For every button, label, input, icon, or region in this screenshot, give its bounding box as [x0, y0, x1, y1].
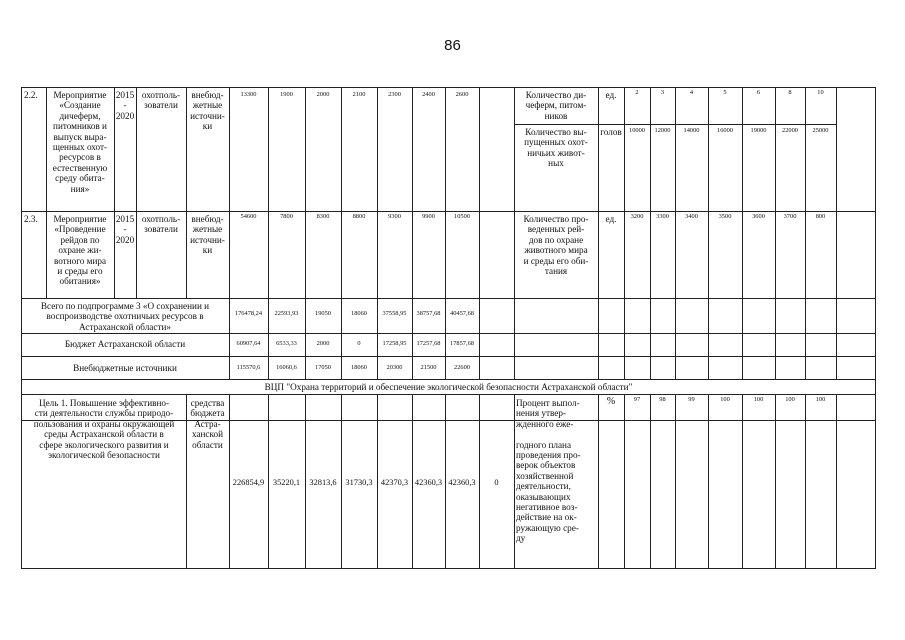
offbudget-value: 18060 — [351, 364, 367, 371]
goal-value: 42360,3 — [448, 478, 476, 487]
row-2-3-value: 8800 — [352, 213, 366, 220]
total-value: 37558,95 — [382, 310, 407, 317]
table-right-border — [875, 88, 876, 569]
col-rule-goal-ind-1 — [650, 394, 651, 568]
row-2-2-value: 13300 — [240, 91, 257, 98]
col-rule-source — [229, 87, 230, 379]
col-rule-n5 — [412, 88, 413, 380]
row-2-2-indicator-1-value: 2 — [635, 89, 639, 96]
row-2-2-indicator-2-name: Количество вы- пущенных охот- ничьих живот- ных — [524, 127, 588, 169]
offbudget-value: 20300 — [386, 364, 403, 371]
budget-value: 6533,33 — [276, 340, 297, 347]
col-rule-goal-ind-5 — [775, 394, 776, 568]
col-rule-goal-ind-3 — [708, 394, 709, 568]
goal-value: 35220,1 — [272, 478, 301, 487]
total-value: 18060 — [351, 310, 367, 317]
row-2-3-indicator-value: 800 — [815, 213, 826, 220]
row-2-3-indicator-value: 3300 — [656, 213, 669, 220]
row-2-2-indicator-1-name: Количество ди- чеферм, питом- ников — [525, 90, 587, 121]
row-2-3-indicator-value: 3200 — [630, 213, 644, 220]
col-rule-goal-ind-7 — [836, 394, 837, 568]
budget-value: 60907,64 — [236, 340, 261, 347]
row-2-2-source: внебюд- жетные источни- ки — [190, 90, 225, 132]
col-rule-period — [136, 88, 137, 299]
goal-indicator-value: 100 — [785, 396, 795, 403]
total-value: 38757,68 — [416, 310, 441, 317]
budget-value: 0 — [357, 340, 361, 347]
budget-value: 17857,68 — [450, 340, 474, 347]
col-rule-goal-n8 — [514, 394, 515, 568]
row-2-2-indicator-2-value: 19000 — [750, 127, 767, 134]
budget-value: 17257,68 — [416, 340, 441, 347]
row-2-2-indicator-2-unit: голов — [600, 127, 622, 137]
page-number: 86 — [444, 37, 461, 54]
col-rule-n7 — [479, 88, 480, 380]
goal-text: Цель 1. Повышение эффективно- сти деятельности службы природо- пользования и охраны окружающей среды Астраханской области в сфере экологического развития и экологической безопасности — [33, 398, 175, 461]
col-rule-goal-ind-2 — [675, 394, 676, 568]
row-2-2-indicator-2-value: 12000 — [654, 127, 671, 134]
goal-value: 226854,9 — [232, 478, 265, 487]
row-2-3-value: 8300 — [316, 213, 330, 220]
row-2-2-indicator-2-value: 14000 — [683, 127, 700, 134]
row-2-2-indicator-1-unit: ед. — [605, 90, 617, 100]
total-value: 22593,93 — [274, 310, 299, 317]
row-2-3-source: внебюд- жетные источни- ки — [190, 214, 225, 256]
goal-executor: средства бюджета Астра- ханской области — [190, 398, 225, 450]
col-rule-n1 — [268, 88, 269, 380]
row-2-3-indicator-value: 3700 — [783, 213, 797, 220]
row-divider-offbudget — [21, 356, 876, 357]
row-2-2-value: 1900 — [280, 91, 293, 98]
total-value: 176478,24 — [234, 310, 263, 317]
goal-indicator-value: 100 — [815, 396, 826, 403]
row-2-2-indicator-2-value: 10000 — [629, 127, 645, 134]
row-2-2-value: 2100 — [352, 91, 366, 98]
offbudget-value: 21500 — [420, 364, 437, 371]
row-2-2-number: 2.2. — [24, 90, 38, 100]
offbudget-value: 16060,6 — [276, 364, 297, 371]
col-rule-goal-ind-6 — [805, 394, 806, 568]
row-2-2-indicator-2-value: 16000 — [717, 127, 733, 134]
row-2-2-value: 2400 — [422, 91, 435, 98]
row-2-3-value: 10500 — [454, 213, 470, 220]
row-divider-section-bottom — [21, 394, 876, 395]
goal-indicator-unit: % — [606, 396, 616, 407]
goal-value: 0 — [494, 478, 499, 487]
row-2-3-executor: охотполь- зователи — [141, 214, 181, 235]
col-rule-n4 — [377, 88, 378, 380]
offbudget-value: 17050 — [315, 364, 331, 371]
row-divider-2-3 — [21, 211, 876, 212]
goal-indicator-value: 100 — [720, 396, 730, 403]
row-2-3-value: 7800 — [280, 213, 293, 220]
goal-indicator-text: Процент выпол- нения утвер- жденного еже- годного плана проведения про- верок объектов хозяйственной деятельности, оказывающих негативное воз- действие на ок- ружающую сре- ду — [516, 398, 581, 544]
col-rule-goal-ind-unit — [624, 394, 625, 568]
row-2-3-value: 9900 — [422, 213, 435, 220]
offbudget-value: 115570,6 — [236, 364, 261, 371]
row-2-2-indicator-1-value: 4 — [689, 89, 694, 96]
row-2-2-indicator-1-value: 6 — [756, 89, 761, 96]
goal-indicator-value: 97 — [633, 396, 641, 403]
row-2-3-indicator-value: 3600 — [752, 213, 765, 220]
row-2-2-indicator-2-value: 22000 — [782, 127, 798, 134]
row-2-3-event: Мероприятие «Проведение рейдов по охране жи- вотного мира и среды его обитания» — [53, 214, 107, 287]
row-2-2-indicator-1-value: 10 — [817, 89, 824, 96]
goal-value: 32813,6 — [309, 478, 337, 487]
total-value: 19050 — [315, 310, 331, 317]
row-2-3-indicator-value: 3500 — [718, 213, 732, 220]
col-rule-goal-ind-name — [598, 394, 599, 568]
col-rule-ind-7 — [836, 88, 837, 380]
goal-value: 42360,3 — [414, 478, 443, 487]
row-2-2-executor: охотполь- зователи — [141, 90, 181, 111]
col-rule-n6 — [445, 88, 446, 380]
total-label: Всего по подпрограмме 3 «О сохранении и воспроизводстве охотничьих ресурсов в Астраханской области» — [40, 301, 210, 332]
row-2-2-period: 2015 - 2020 — [115, 90, 135, 121]
row-2-3-indicator-unit: ед. — [605, 214, 617, 224]
row-2-3-number: 2.3. — [24, 214, 38, 224]
row-divider-total — [21, 298, 876, 299]
section-title: ВЦП "Охрана территорий и обеспечение экологической безопасности Астраханской области" — [264, 382, 633, 392]
offbudget-value: 22600 — [454, 364, 470, 371]
row-2-3-period: 2015 - 2020 — [115, 214, 135, 245]
table-top-border — [21, 87, 876, 88]
goal-value: 42370,3 — [380, 478, 409, 487]
row-2-2-value: 2000 — [316, 91, 330, 98]
col-rule-n2 — [305, 88, 306, 380]
row-divider-section — [21, 379, 876, 380]
row-2-2-value: 2600 — [455, 91, 469, 98]
offbudget-label: Внебюджетные источники — [73, 363, 177, 373]
row-2-2-indicator-1-value: 3 — [660, 89, 665, 96]
goal-indicator-value: 100 — [753, 396, 764, 403]
row-2-2-value: 2300 — [388, 91, 401, 98]
budget-value: 17258,95 — [382, 340, 407, 347]
table-bottom-border — [21, 568, 876, 569]
row-2-2-indicator-1-value: 5 — [723, 89, 727, 96]
goal-indicator-value: 99 — [688, 396, 695, 403]
budget-value: 2000 — [316, 340, 330, 347]
col-rule-goal-ind-4 — [742, 394, 743, 568]
row-2-3-value: 54600 — [240, 213, 257, 220]
total-value: 40457,68 — [450, 310, 474, 317]
goal-indicator-value: 98 — [659, 396, 666, 403]
col-rule-n3 — [341, 88, 342, 380]
row-2-3-indicator-value: 3400 — [685, 213, 698, 220]
row-2-2-indicator-1-value: 8 — [788, 89, 792, 96]
row-divider-budget — [21, 333, 876, 334]
goal-value: 31730,3 — [345, 478, 373, 487]
row-2-2-event: Мероприятие «Создание дичеферм, питомников и выпуск выра- щенных охот- ресурсов в естественную среду обита- ния» — [52, 90, 108, 194]
row-2-3-indicator-name: Количество про- веденных рей- дов по охране животного мира и среды его оби- тания — [523, 214, 589, 277]
budget-label: Бюджет Астраханской области — [64, 339, 186, 349]
row-2-2-indicator-2-value: 25000 — [812, 127, 829, 134]
row-2-3-value: 9300 — [388, 213, 401, 220]
